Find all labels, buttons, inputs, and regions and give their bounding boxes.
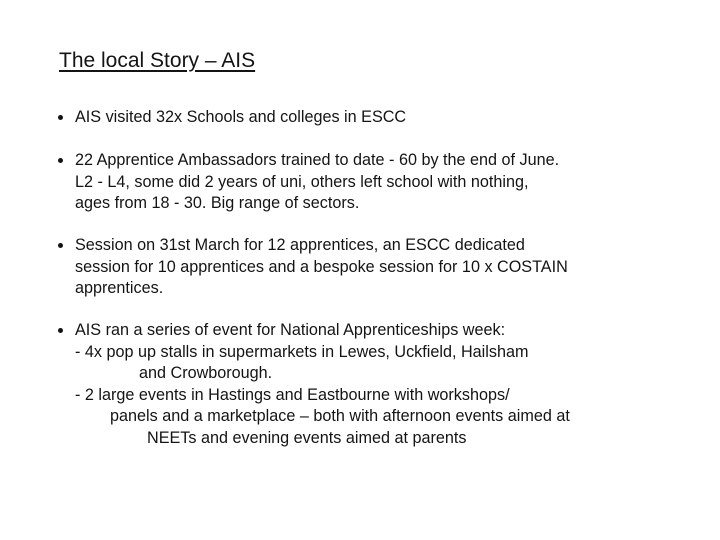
bullet-line: - 4x pop up stalls in supermarkets in Lewes, Uckfield, Hailsham [75,342,529,361]
bullet-dot-icon [58,115,63,120]
bullet-line: 22 Apprentice Ambassadors trained to date - 60 by the end of June. [75,151,560,169]
bullet-line: apprentices. [75,279,164,297]
bullet-line: Session on 31st March for 12 apprentices, an ESCC dedicated [75,236,525,254]
bullet-line: NEETs and evening events aimed at parents [147,428,467,447]
bullet-dot-icon [58,328,63,333]
bullet-dot-icon [58,158,63,163]
bullet-line: ages from 18 - 30. Big range of sectors. [75,194,360,212]
bullet-line: L2 - L4, some did 2 years of uni, others left school with nothing, [75,172,529,191]
bullet-line: session for 10 apprentices and a bespoke session for 10 x COSTAIN [75,257,568,276]
slide-title: The local Story – AIS [59,49,256,72]
bullet-line: and Crowborough. [139,364,273,382]
bullet-line: panels and a marketplace – both with afternoon events aimed at [110,407,570,425]
bullet-line: - 2 large events in Hastings and Eastbourne with workshops/ [75,385,510,404]
bullet-dot-icon [58,243,63,248]
bullet-line: AIS ran a series of event for National Apprenticeships week: [75,321,506,339]
bullet-line: AIS visited 32x Schools and colleges in ESCC [75,108,407,126]
